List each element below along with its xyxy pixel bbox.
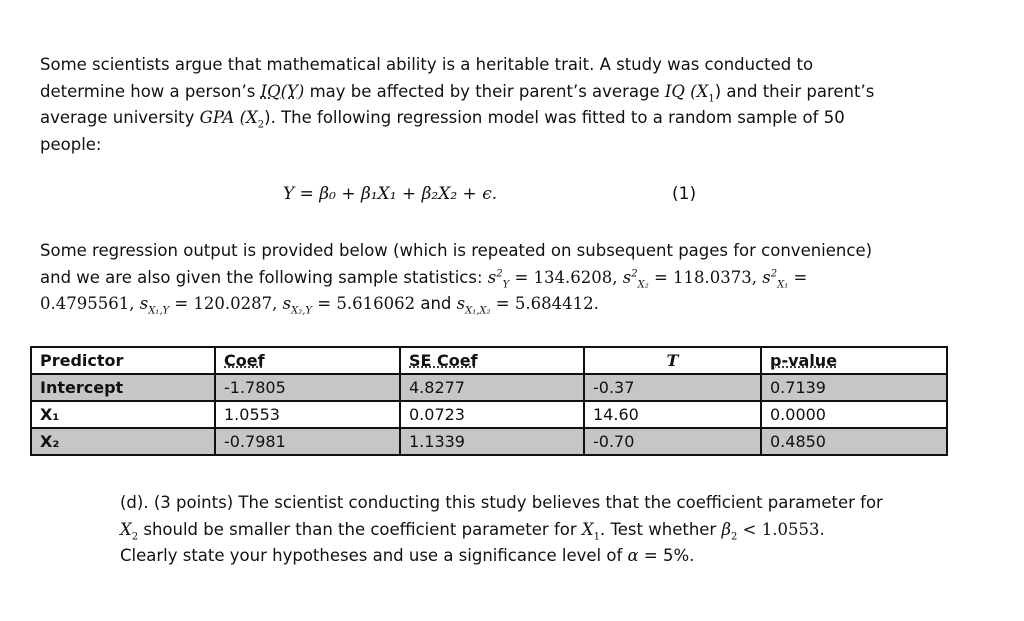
sx1x2-value: = 5.684412. <box>490 294 599 313</box>
x1-subscript: 1 <box>708 92 715 104</box>
header-p-value: p-value <box>761 347 947 374</box>
header-predictor: Predictor <box>31 347 215 374</box>
sx1y-value: = 120.0287, <box>169 294 283 313</box>
se-cell: 0.0723 <box>400 401 584 428</box>
x2-subscript: 2 <box>257 119 265 131</box>
question-x2-sub: 2 <box>131 530 139 542</box>
p-cell: 0.7139 <box>761 374 947 401</box>
header-coef: Coef <box>215 347 400 374</box>
sx1y-symbol: $s_{X_1,Y}$ <box>139 294 170 317</box>
sy2-value: = 134.6208, <box>509 267 623 287</box>
intro-line-1: Some scientists argue that mathematical ability is a heritable trait. A study was conducted to <box>40 55 814 74</box>
sx1-symbol: $s^2_{X_1}$ <box>762 267 789 290</box>
question-d-paragraph <box>120 490 960 570</box>
question-x1-symbol: X <box>581 519 594 539</box>
intro-line-3-end: ). The following regression model was fitted to a random sample of 50 <box>264 108 845 127</box>
sx1-number: 0.4795561, <box>40 294 140 313</box>
header-t: T <box>584 347 761 374</box>
coef-cell: 1.0553 <box>215 401 400 428</box>
sx2y-value: = 5.616062 <box>312 294 416 313</box>
regression-equation: Y = β₀ + β₁X₁ + β₂X₂ + ϵ. <box>283 184 498 204</box>
and-word: and <box>415 294 457 313</box>
table-row <box>31 401 947 428</box>
sy2-symbol: $s^2_Y$ <box>487 267 510 290</box>
question-line-2-end: < 1.0553. <box>737 519 825 539</box>
x1-paren: (X <box>684 81 709 101</box>
table-row <box>31 428 947 455</box>
question-beta-sub: 2 <box>731 530 738 542</box>
sx2-value: = 118.0373, <box>648 267 763 287</box>
intro-line-2-end: ) and their parent’s <box>714 81 875 101</box>
equation-number: (1) <box>672 184 697 204</box>
alpha-symbol: α <box>627 546 639 565</box>
question-line-3-start: Clearly state your hypotheses and use a significance level of <box>120 546 628 565</box>
regression-output-table <box>30 346 948 456</box>
table-row <box>31 374 947 401</box>
question-line-2-test: . Test whether <box>600 519 722 539</box>
stats-line-1: Some regression output is provided below (which is repeated on subsequent pages for convenience) <box>40 241 873 260</box>
coef-cell: -1.7805 <box>215 374 400 401</box>
sx2-symbol: $s^2_{X_2}$ <box>622 267 649 290</box>
intro-paragraph <box>40 52 960 158</box>
intro-line-2-mid: may be affected by their parent’s average <box>304 81 665 101</box>
intro-line-2-start: determine how a person’s <box>40 81 261 101</box>
p-cell: 0.4850 <box>761 428 947 455</box>
t-cell: -0.37 <box>584 374 761 401</box>
question-beta-symbol: β <box>721 519 732 539</box>
question-line-3-end: = 5%. <box>638 546 695 565</box>
predictor-cell: X₂ <box>31 428 215 455</box>
sample-statistics-paragraph <box>40 238 960 318</box>
sx2y-symbol: $s_{X_2,Y}$ <box>282 294 313 317</box>
question-x1-sub: 1 <box>593 530 601 542</box>
stats-line-2-start: and we are also given the following sample statistics: <box>40 267 488 287</box>
question-x2-symbol: X <box>120 519 132 539</box>
t-cell: -0.70 <box>584 428 761 455</box>
se-cell: 4.8277 <box>400 374 584 401</box>
table-header-row <box>31 347 947 374</box>
coef-cell: -0.7981 <box>215 428 400 455</box>
iq-x1-term: IQ <box>664 81 685 101</box>
intro-line-4: people: <box>40 134 102 154</box>
regression-equation-line <box>0 184 1024 212</box>
question-line-2-mid: should be smaller than the coefficient parameter for <box>138 519 582 539</box>
question-line-1: (d). (3 points) The scientist conducting this study believes that the coefficient parameter for <box>120 493 883 512</box>
gpa-term: GPA <box>199 108 235 127</box>
sx1x2-symbol: $s_{X_1,X_2}$ <box>456 294 491 317</box>
se-cell: 1.1339 <box>400 428 584 455</box>
x2-paren: (X <box>234 108 258 127</box>
iq-y-term: IQ(Y) <box>260 81 305 101</box>
predictor-cell: X₁ <box>31 401 215 428</box>
t-cell: 14.60 <box>584 401 761 428</box>
intro-line-3-start: average university <box>40 108 200 127</box>
predictor-cell: Intercept <box>31 374 215 401</box>
p-cell: 0.0000 <box>761 401 947 428</box>
sx1-value: = <box>788 267 808 287</box>
header-se-coef: SE Coef <box>400 347 584 374</box>
